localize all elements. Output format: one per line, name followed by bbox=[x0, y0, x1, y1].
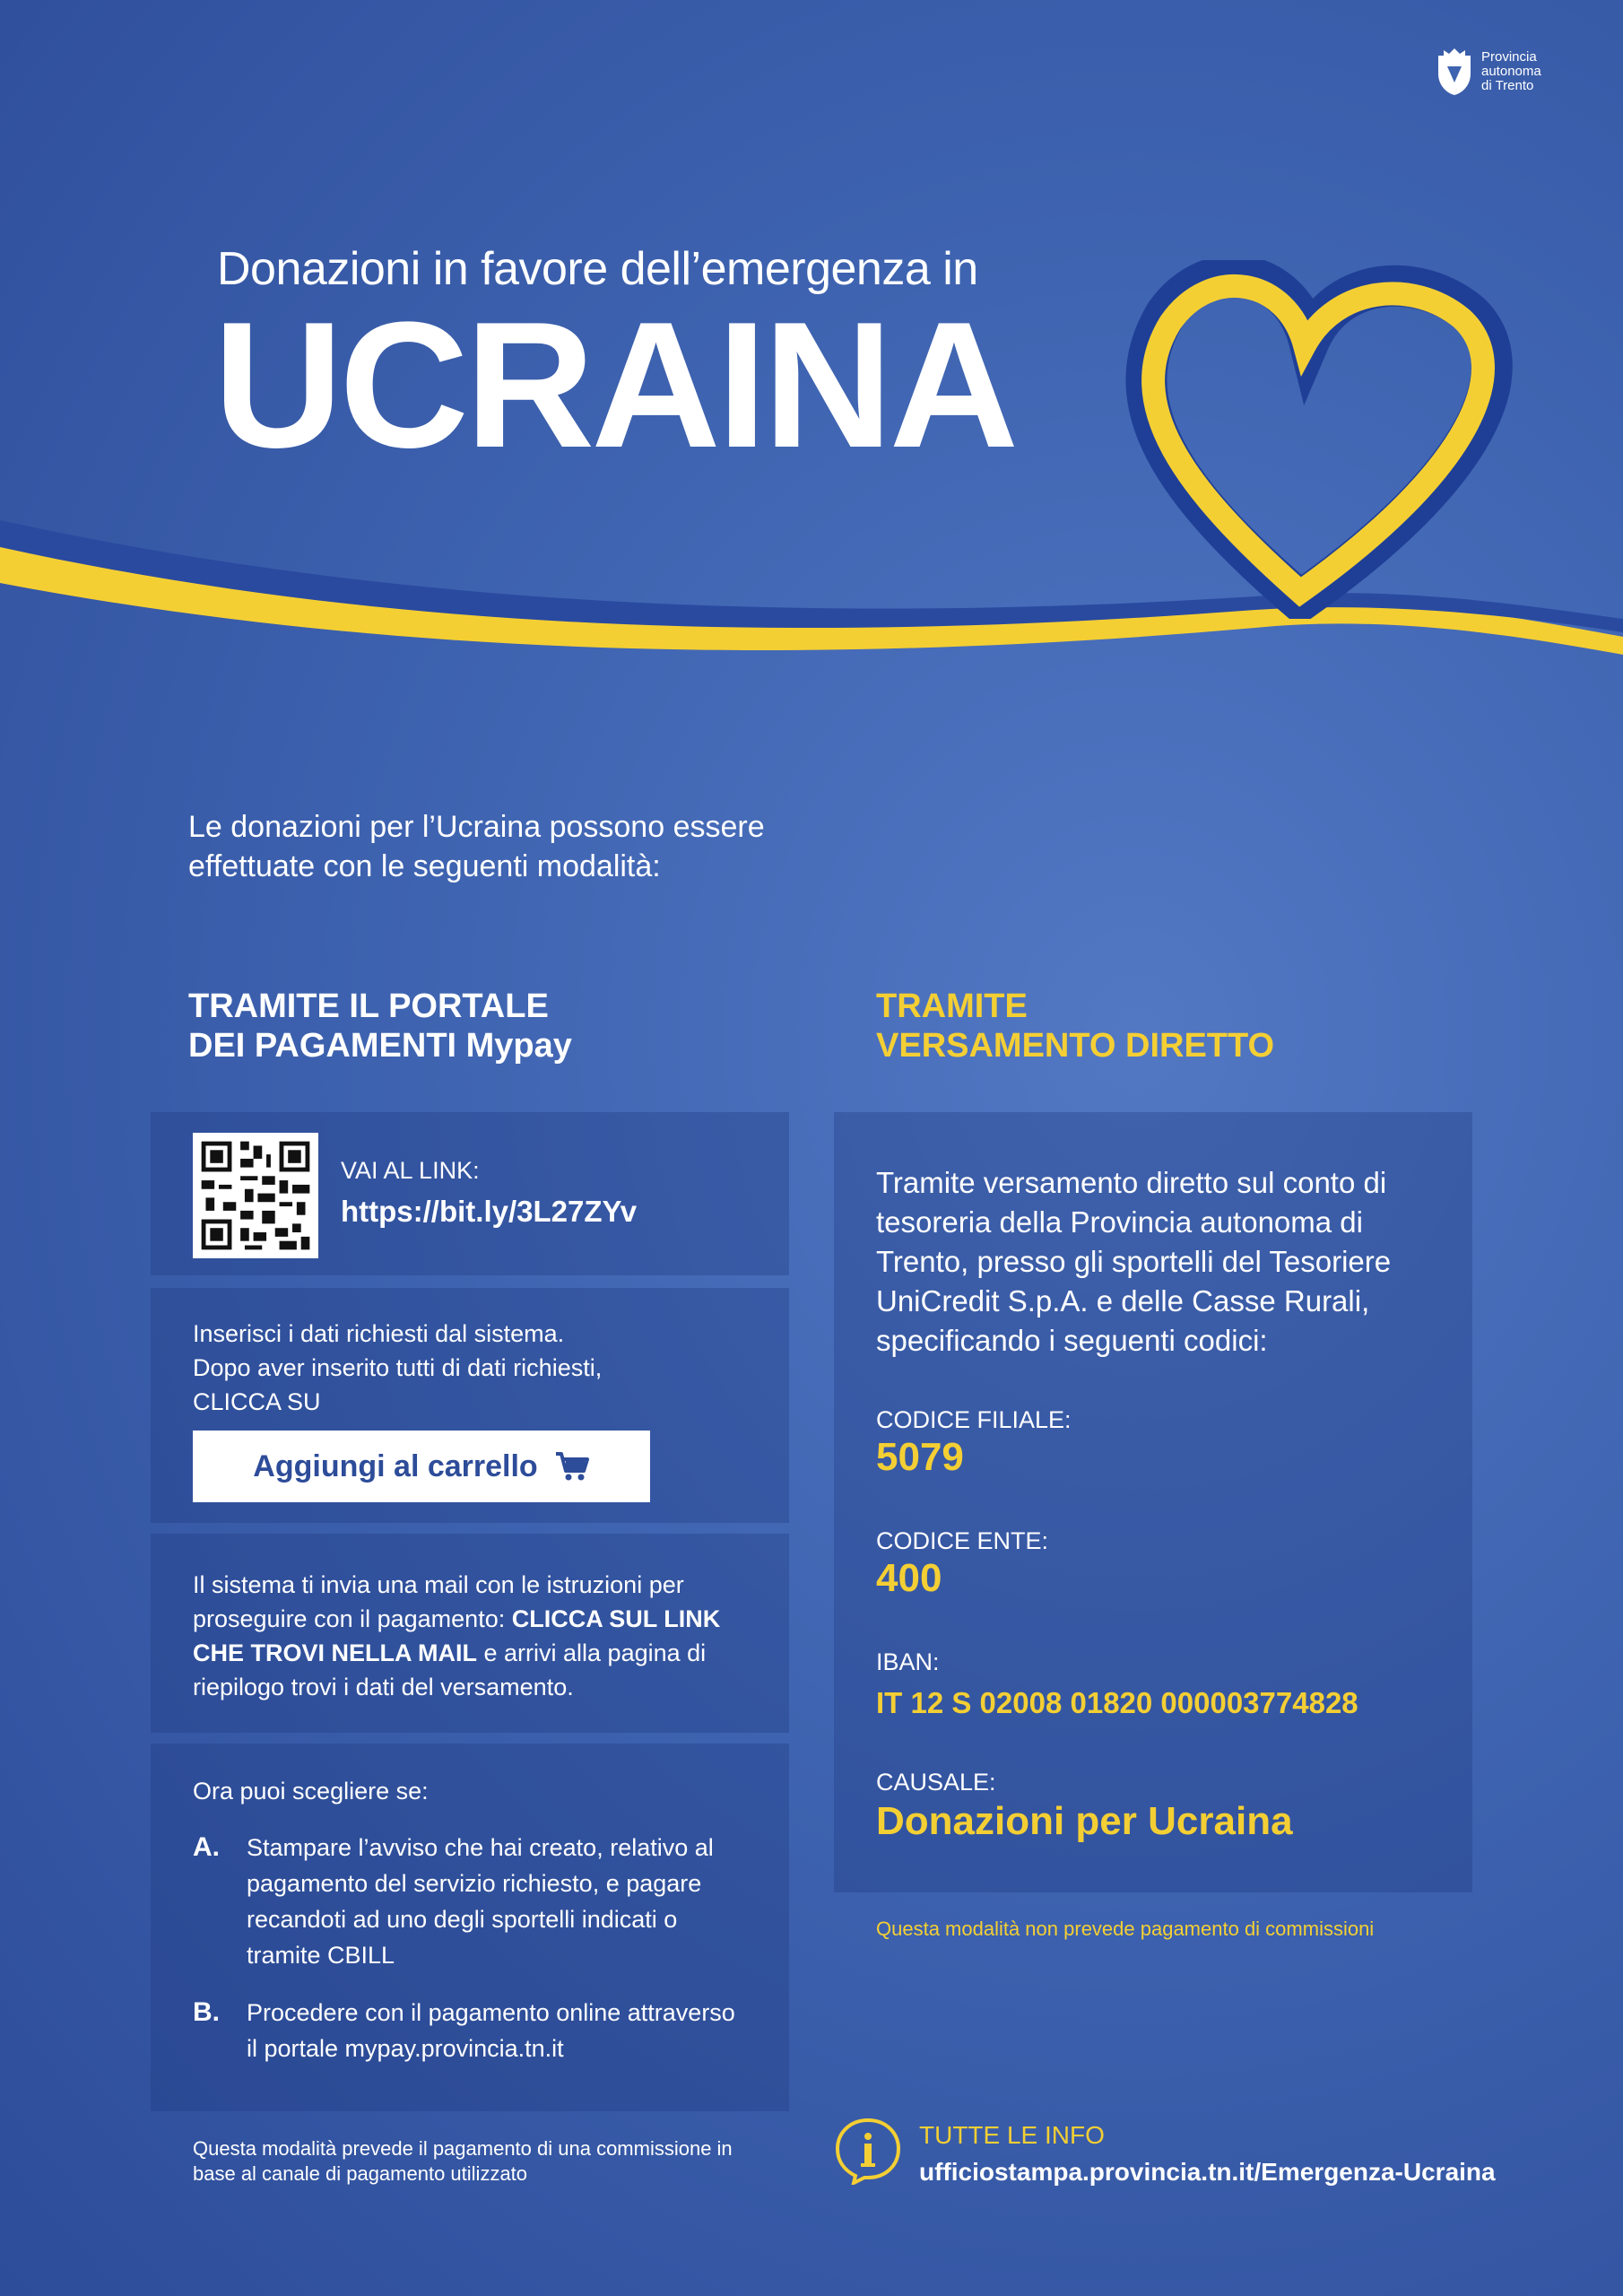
no-commission-note: Questa modalità non prevede pagamento di commissioni bbox=[876, 1918, 1375, 1940]
qr-code-icon[interactable] bbox=[193, 1133, 318, 1258]
option-b-key: B. bbox=[193, 1997, 220, 2027]
crest-icon bbox=[1435, 47, 1474, 97]
codice-filiale-value: 5079 bbox=[876, 1435, 964, 1479]
option-a-text: Stampare l’avviso che hai creato, relativo al pagamento del servizio richiesto, e pagare recandoti ad uno degli sportelli indicati o tramite CBILL bbox=[247, 1834, 714, 1969]
cart-icon bbox=[554, 1451, 590, 1482]
codice-ente-label: CODICE ENTE: bbox=[876, 1527, 1049, 1554]
choice-section bbox=[193, 1774, 749, 2066]
mail-instructions-end: e arrivi alla pagina di riepilogo trovi i dati del versamento. bbox=[193, 1639, 707, 1700]
right-heading-line-1: TRAMITE bbox=[876, 987, 1028, 1025]
causale-value: Donazioni per Ucraina bbox=[876, 1799, 1293, 1843]
direct-payment-description: Tramite versamento diretto sul conto di tesoreria della Provincia autonoma di Trento, presso gli sportelli del Tesoriere UniCredit S.p.A. e delle Casse Rurali, specificando i seguenti codici: bbox=[876, 1166, 1392, 1357]
vai-al-link-label: VAI AL LINK: bbox=[341, 1157, 480, 1184]
mail-instructions-text: Il sistema ti invia una mail con le istruzioni per proseguire con il pagamento: bbox=[193, 1571, 684, 1632]
option-a-key: A. bbox=[193, 1832, 220, 1862]
add-to-cart-button[interactable] bbox=[193, 1431, 650, 1502]
info-heading: TUTTE LE INFO bbox=[919, 2121, 1105, 2149]
mail-instructions bbox=[193, 1568, 776, 1704]
left-heading-line-1: TRAMITE IL PORTALE bbox=[188, 987, 549, 1025]
mypay-link[interactable]: https://bit.ly/3L27ZYv bbox=[341, 1195, 638, 1228]
data-entry-line-2: Dopo aver inserito tutti di dati richiesti, bbox=[193, 1354, 603, 1381]
option-b-text: Procedere con il pagamento online attraverso il portale mypay.provincia.tn.it bbox=[247, 1999, 735, 2062]
logo-text bbox=[1481, 50, 1541, 93]
page-title: UCRAINA bbox=[213, 285, 1016, 485]
data-entry-line-3: CLICCA SU bbox=[193, 1388, 321, 1415]
option-b bbox=[193, 1995, 749, 2066]
page-subtitle: Donazioni in favore dell’emergenza in bbox=[217, 243, 978, 295]
left-heading-line-2: DEI PAGAMENTI Mypay bbox=[188, 1027, 572, 1065]
causale-label: CAUSALE: bbox=[876, 1769, 996, 1796]
commission-note: Questa modalità prevede il pagamento di una commissione in base al canale di pagamento utilizzato bbox=[193, 2137, 733, 2185]
info-link[interactable]: ufficiostampa.provincia.tn.it/Emergenza-Ucraina bbox=[919, 2158, 1496, 2186]
left-heading bbox=[188, 987, 572, 1065]
iban-label: IBAN: bbox=[876, 1648, 940, 1675]
data-entry-line-1: Inserisci i dati richiesti dal sistema. bbox=[193, 1320, 565, 1347]
codice-filiale-label: CODICE FILIALE: bbox=[876, 1406, 1072, 1433]
data-entry-text bbox=[193, 1317, 749, 1419]
add-to-cart-label: Aggiungi al carrello bbox=[253, 1448, 538, 1483]
logo-line-3: di Trento bbox=[1481, 78, 1534, 93]
choice-intro: Ora puoi scegliere se: bbox=[193, 1778, 429, 1805]
right-heading bbox=[876, 987, 1274, 1065]
heart-ribbon-icon bbox=[1121, 260, 1515, 619]
info-icon bbox=[834, 2117, 902, 2185]
logo-line-1: Provincia bbox=[1481, 49, 1537, 65]
right-heading-line-2: VERSAMENTO DIRETTO bbox=[876, 1027, 1275, 1065]
iban-value: IT 12 S 02008 01820 000003774828 bbox=[876, 1686, 1358, 1719]
logo-line-2: autonoma bbox=[1481, 64, 1541, 79]
mail-instructions-bold: CLICCA SUL LINK CHE TROVI NELLA MAIL bbox=[193, 1605, 721, 1666]
option-a bbox=[193, 1830, 749, 1973]
intro-text: Le donazioni per l’Ucraina possono essere effettuate con le seguenti modalità: bbox=[188, 810, 765, 883]
provincia-logo bbox=[1435, 36, 1560, 108]
codice-ente-value: 400 bbox=[876, 1556, 942, 1600]
